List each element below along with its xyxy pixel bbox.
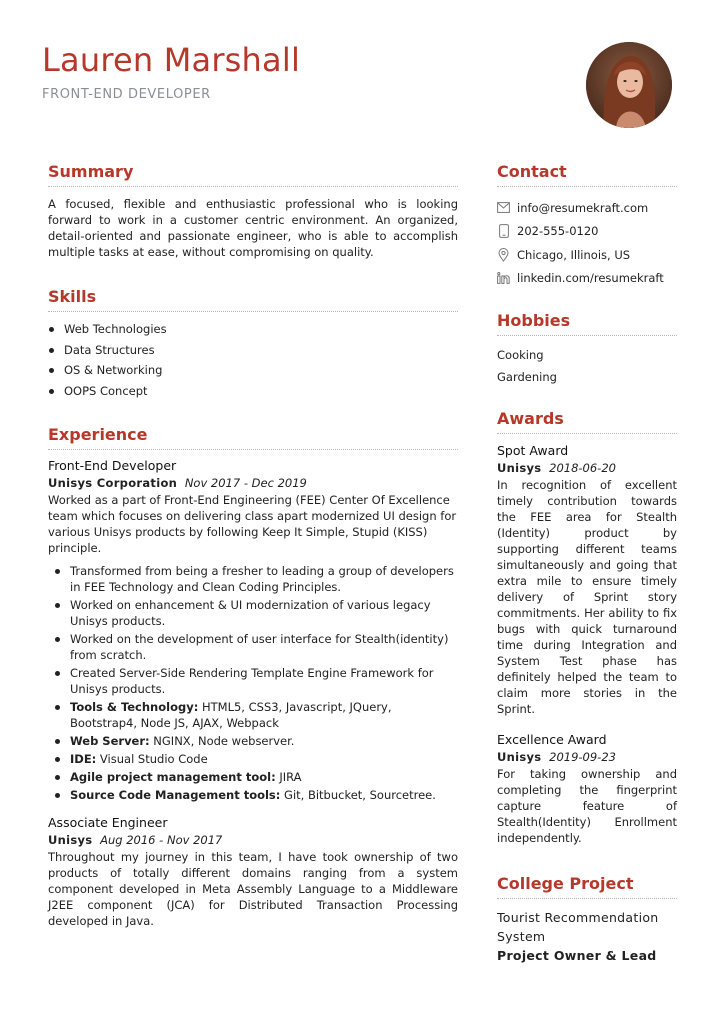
contact-phone-text[interactable]: 202-555-0120 xyxy=(517,224,599,239)
linkedin-icon xyxy=(497,272,510,285)
award-org: Unisys xyxy=(497,461,542,475)
bullet-label: Tools & Technology: xyxy=(70,700,199,714)
mail-icon xyxy=(497,201,510,214)
contact-location xyxy=(497,243,677,267)
hobby-item: Gardening xyxy=(497,369,557,384)
bullet-label: Source Code Management tools: xyxy=(70,788,281,802)
job-bullets xyxy=(48,563,458,803)
bullet-text: Created Server-Side Rendering Template Engine Framework for Unisys products. xyxy=(70,666,434,696)
college-project-heading: College Project xyxy=(497,874,677,899)
contact-phone[interactable] xyxy=(497,220,677,244)
profile-photo xyxy=(586,42,672,128)
project-title: Tourist Recommendation System xyxy=(497,910,659,944)
profile-photo-image xyxy=(586,42,672,128)
job-bullet xyxy=(48,769,458,785)
job-description: Worked as a part of Front-End Engineering (FEE) Center Of Excellence team which focuses on delivering class apart modernized UI design for various Unisys products by following Keep It Simple, Stupid (KISS) principle. xyxy=(48,493,457,555)
candidate-title: FRONT-END DEVELOPER xyxy=(42,87,211,102)
award-text: For taking ownership and completing the fingerprint capture feature of Stealth(Identity) Enrollment independently. xyxy=(497,767,677,845)
award-meta xyxy=(497,750,677,764)
project-role: Project Owner & Lead xyxy=(497,948,657,963)
job-dates: Nov 2017 - Dec 2019 xyxy=(184,476,307,490)
bullet-text: HTML5, CSS3, Javascript, JQuery, Bootstrap4, Node JS, AJAX, Webpack xyxy=(70,700,392,730)
job-bullet xyxy=(48,563,458,595)
job-bullet xyxy=(48,631,458,663)
bullet-text: NGINX, Node webserver. xyxy=(149,734,295,748)
job-company: Unisys Corporation xyxy=(48,476,178,490)
skill-item: OS & Networking xyxy=(48,360,458,381)
bullet-text: Git, Bitbucket, Sourcetree. xyxy=(280,788,436,802)
summary-section xyxy=(48,162,458,260)
skills-heading: Skills xyxy=(48,287,458,312)
job-entry xyxy=(48,458,458,803)
skills-list xyxy=(48,319,458,401)
job-bullet xyxy=(48,665,458,697)
resume-header xyxy=(42,41,301,102)
hobby-item: Cooking xyxy=(497,348,544,362)
job-entry xyxy=(48,815,458,929)
bullet-text: Visual Studio Code xyxy=(96,752,208,766)
job-description: Throughout my journey in this team, I have took ownership of two products of totally different domains ranging from a system component developed in Meta Assembly Language to a Middleware J2EE component (JCA) for Distributed Transaction Processing developed in Java. xyxy=(48,850,458,928)
experience-heading: Experience xyxy=(48,425,458,450)
job-bullet xyxy=(48,787,458,803)
job-title: Associate Engineer xyxy=(48,815,168,830)
award-text: In recognition of excellent timely contribution towards the FEE area for Stealth (Identity) product by supporting different teams simultaneously and going that extra mile to ensure timely delivery of Sprint story commitments. Her ability to fix bugs with quick turnaround time during Integration and System Test phase has definitely helped the team to claim more stories in the Sprint. xyxy=(497,478,677,716)
bullet-text: Worked on the development of user interface for Stealth(identity) from scratch. xyxy=(70,632,449,662)
contact-email[interactable] xyxy=(497,196,677,220)
job-bullet xyxy=(48,733,458,749)
contact-linkedin[interactable] xyxy=(497,267,677,291)
skill-item: Data Structures xyxy=(48,340,458,361)
contact-location-text: Chicago, Illinois, US xyxy=(517,247,631,262)
bullet-text: JIRA xyxy=(275,770,302,784)
location-pin-icon xyxy=(497,248,510,261)
summary-heading: Summary xyxy=(48,162,458,187)
award-entry xyxy=(497,732,677,846)
experience-section xyxy=(48,425,458,929)
job-bullet xyxy=(48,751,458,767)
bullet-text: Transformed from being a fresher to leading a group of developers in FEE Technology and Clean Coding Principles. xyxy=(70,564,454,594)
awards-heading: Awards xyxy=(497,409,677,434)
candidate-name: Lauren Marshall xyxy=(42,41,301,79)
bullet-label: IDE: xyxy=(70,752,97,766)
job-bullet xyxy=(48,597,458,629)
contact-section xyxy=(497,162,677,290)
hobbies-heading: Hobbies xyxy=(497,311,677,336)
award-title: Excellence Award xyxy=(497,732,607,747)
award-date: 2019-09-23 xyxy=(549,750,616,764)
job-bullet xyxy=(48,699,458,731)
award-title: Spot Award xyxy=(497,443,569,458)
summary-text: A focused, flexible and enthusiastic professional who is looking forward to work in a customer centric environment. An organized, detail-oriented and passionate engineer, who is able to accomplish multiple tasks at ease, without compromising on quality. xyxy=(48,197,458,259)
skills-section xyxy=(48,287,458,401)
contact-email-text[interactable]: info@resumekraft.com xyxy=(517,200,649,215)
college-project-section xyxy=(497,874,677,965)
award-entry xyxy=(497,443,677,717)
hobbies-section xyxy=(497,311,677,388)
job-company: Unisys xyxy=(48,833,93,847)
award-org: Unisys xyxy=(497,750,542,764)
contact-heading: Contact xyxy=(497,162,677,187)
bullet-text: Worked on enhancement & UI modernization of various legacy Unisys products. xyxy=(70,598,431,628)
skill-item: OOPS Concept xyxy=(48,381,458,402)
contact-linkedin-text[interactable]: linkedin.com/resumekraft xyxy=(517,271,664,286)
awards-section xyxy=(497,409,677,846)
job-meta xyxy=(48,833,458,847)
bullet-label: Web Server: xyxy=(70,734,150,748)
skill-item: Web Technologies xyxy=(48,319,458,340)
main-column xyxy=(48,162,458,929)
bullet-label: Agile project management tool: xyxy=(70,770,276,784)
sidebar-column xyxy=(497,162,677,965)
job-title: Front-End Developer xyxy=(48,458,177,473)
award-date: 2018-06-20 xyxy=(549,461,616,475)
job-dates: Aug 2016 - Nov 2017 xyxy=(100,833,223,847)
award-meta xyxy=(497,461,677,475)
phone-icon xyxy=(497,225,510,238)
job-meta xyxy=(48,476,458,490)
